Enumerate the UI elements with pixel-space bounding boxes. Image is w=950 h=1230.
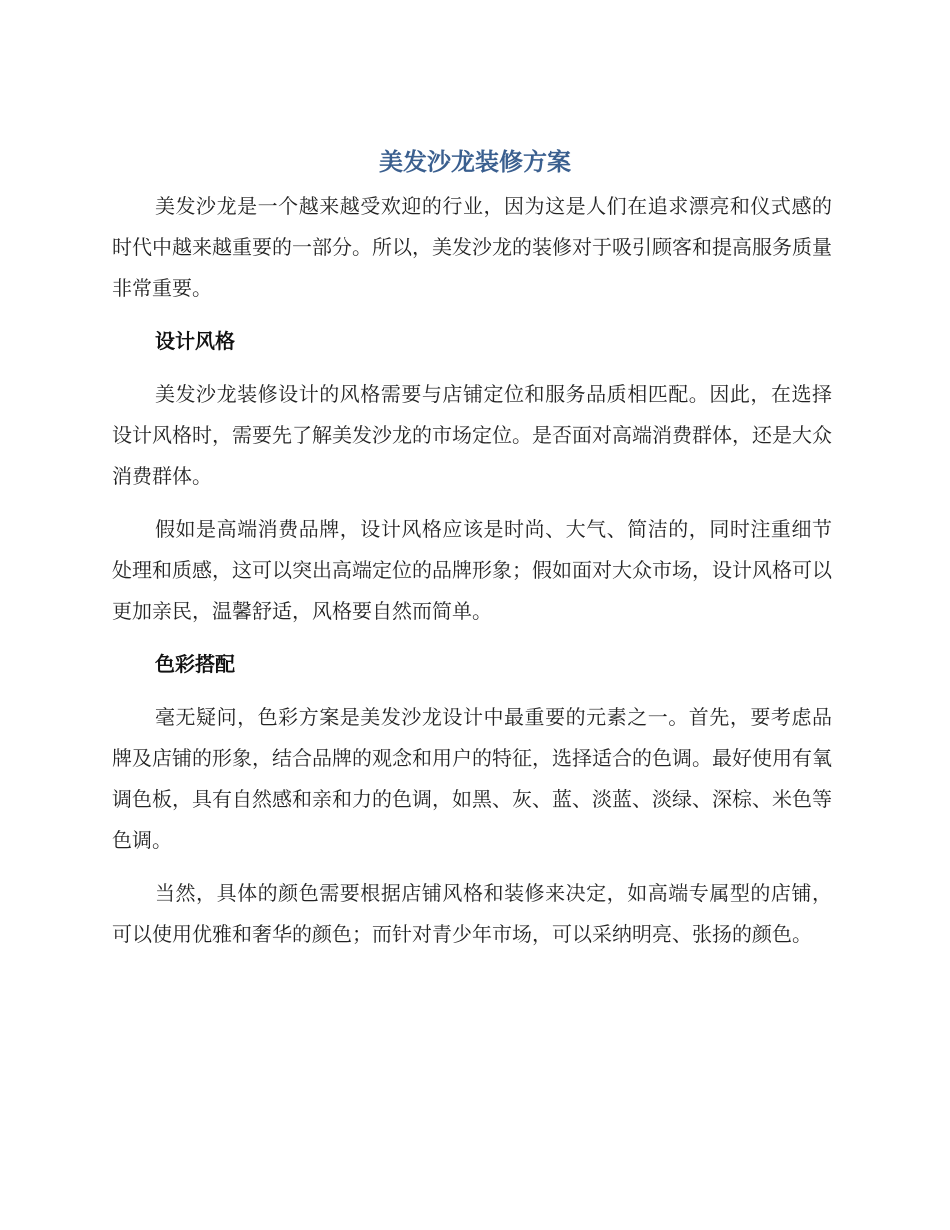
- color-scheme-paragraph-1: 毫无疑问，色彩方案是美发沙龙设计中最重要的元素之一。首先，要考虑品牌及店铺的形象，结合品牌的观念和用户的特征，选择适合的色调。最好使用有氧调色板，具有自然感和亲和力的色调，如黑、灰、蓝、淡蓝、淡绿、深棕、米色等色调。: [112, 705, 832, 852]
- spacer: [112, 309, 832, 321]
- spacer: [112, 861, 832, 873]
- design-style-paragraph-1: 美发沙龙装修设计的风格需要与店铺定位和服务品质相匹配。因此，在选择设计风格时，需要先了解美发沙龙的市场定位。是否面对高端消费群体，还是大众消费群体。: [112, 382, 832, 488]
- section-heading-design-style: 设计风格: [155, 329, 235, 353]
- section-heading-color-scheme: 色彩搭配: [155, 652, 235, 676]
- spacer: [112, 497, 832, 509]
- spacer: [112, 362, 832, 374]
- document-body: [112, 186, 832, 955]
- document-title: 美发沙龙装修方案: [379, 148, 571, 176]
- spacer: [112, 632, 832, 644]
- design-style-paragraph-2: 假如是高端消费品牌，设计风格应该是时尚、大气、简洁的，同时注重细节处理和质感，这可以突出高端定位的品牌形象；假如面对大众市场，设计风格可以更加亲民，温馨舒适，风格要自然而简单。: [112, 517, 832, 623]
- color-scheme-paragraph-2: 当然，具体的颜色需要根据店铺风格和装修来决定，如高端专属型的店铺，可以使用优雅和奢华的颜色；而针对青少年市场，可以采纳明亮、张扬的颜色。: [112, 881, 832, 946]
- spacer: [112, 685, 832, 697]
- intro-paragraph: 美发沙龙是一个越来越受欢迎的行业，因为这是人们在追求漂亮和仪式感的时代中越来越重要的一部分。所以，美发沙龙的装修对于吸引顾客和提高服务质量非常重要。: [112, 194, 832, 300]
